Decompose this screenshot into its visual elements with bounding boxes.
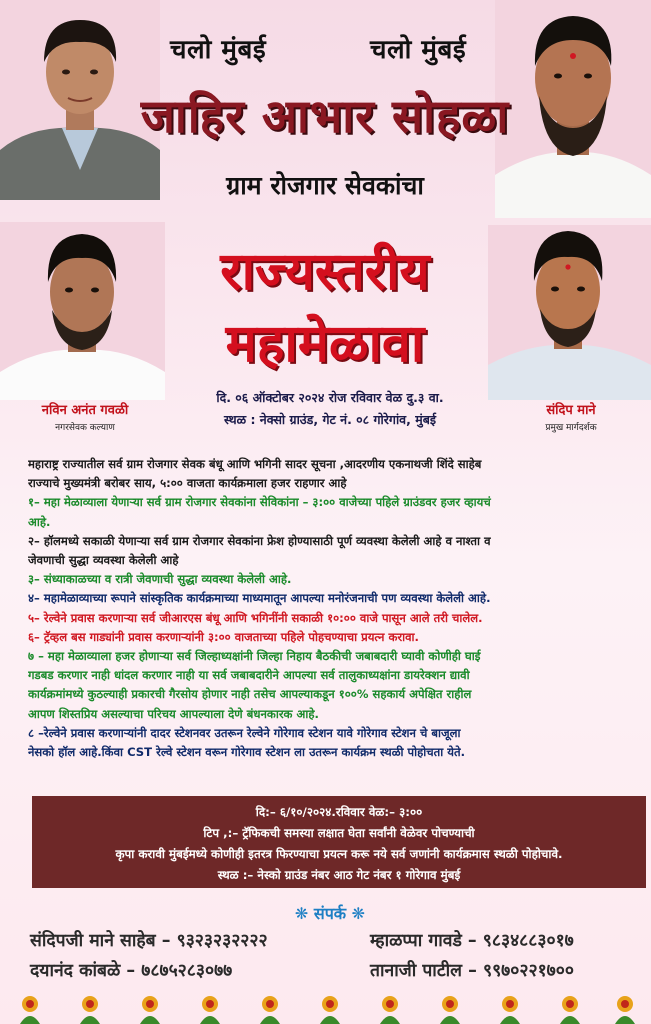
point-7c: कार्यक्रमांमध्ये कुठल्याही प्रकारची गैरसोय होणार नाही तसेच आपल्याकडून १००% सहकार्य अपेक्षित राहील xyxy=(28,687,472,702)
point-1b: आहे. xyxy=(28,514,51,529)
contact-4: तानाजी पाटील – ९९७०२२१७०० xyxy=(370,961,574,981)
contact-3: दयानंद कांबळे – ७८७५२८३०७७ xyxy=(30,961,233,981)
point-1a: १– महा मेळाव्याला येणाऱ्या सर्व ग्राम रोजगार सेवकांना सेविकांना – ३:०० वाजेच्या पहिले ग्राउंडवर हजर व्हायचं xyxy=(28,495,491,510)
point-6: ६– ट्रॅव्हल बस गाड्यांनी प्रवास करणाऱ्यांनी ३:०० वाजताच्या पहिले पोहचण्याचा प्रयत्न करावा. xyxy=(28,629,419,644)
main-title: जाहिर आभार सोहळा xyxy=(140,89,510,143)
point-7b: गडबड करणार नाही धांदल करणार नाही या सर्व जबाबदारीने आपल्या सर्व तालुकाध्यक्षांना डायरेक्शन द्यावी xyxy=(28,668,470,683)
portrait-mid-left xyxy=(0,222,165,400)
point-4: ४– महामेळाव्याच्या रूपाने सांस्कृतिक कार्यक्रमाच्या माध्यमातून आपल्या मनोरंजनाची पण व्यवस्था केलेली आहे. xyxy=(28,591,491,606)
point-8a: ८ –रेल्वेने प्रवास करणाऱ्यांनी दादर स्टेशनवर उतरून रेल्वेने गोरेगाव स्टेशन यावे गोरेगाव स्टेशन चे बाजूला xyxy=(28,725,461,740)
event-venue: स्थळ : नेक्सो ग्राउंड, गेट नं. ०८ गोरेगांव, मुंबई xyxy=(224,412,436,427)
contact-2: म्हाळप्पा गावडे – ९८३४८८३०१७ xyxy=(370,931,574,951)
point-2a: २– हॉलमध्ये सकाळी येणाऱ्या सर्व ग्राम रोजगार सेवकांना फ्रेश होण्यासाठी पूर्ण व्यवस्था केलेली आहे व नाश्ता व xyxy=(28,533,491,548)
event-date: दि. ०६ ऑक्टोबर २०२४ रोज रविवार वेळ दु.३ वा. xyxy=(216,390,444,405)
banner-line-1: दि:– ६/१०/२०२४.रविवार वेळ:– ३:०० xyxy=(255,805,423,819)
intro-line-2: राज्याचे मुख्यमंत्री बरोबर साय, ५:०० वाजता कार्यक्रमाला हजर राहणार आहे xyxy=(28,476,347,491)
event-info xyxy=(160,387,500,431)
person-left-name: नविन अनंत गवळी xyxy=(41,403,129,418)
point-7d: आपण शिस्तप्रिय असल्याचा परिचय आपल्याला देणे बंधनकारक आहे. xyxy=(28,706,319,721)
banner-line-2: टिप ,:– ट्रॅफिकची समस्या लक्षात घेता सर्वांनी वेळेवर पोचण्याची xyxy=(203,826,475,840)
point-5: ५– रेल्वेने प्रवास करणाऱ्या सर्व जीआरएस बंधू आणि भगिनींनी सकाळी १०:०० वाजे पासून आले तरी चालेल. xyxy=(28,610,483,625)
person-right-name: संदिप माने xyxy=(546,403,596,418)
contact-heading: ❋ संपर्क ❋ xyxy=(294,904,366,923)
chalo-mumbai-left: चलो मुंबई xyxy=(170,35,267,65)
portrait-mid-right xyxy=(488,225,651,400)
point-8b: नेसको हॉल आहे.किंवा CST रेल्वे स्टेशन वरून गोरेगाव स्टेशन ला उतरून कार्यक्रम स्थळी पोहोचता येते. xyxy=(28,745,466,760)
point-3: ३– संध्याकाळच्या व रात्री जेवणाची सुद्धा व्यवस्था केलेली आहे. xyxy=(28,572,292,587)
person-left-designation: नगरसेवक कल्याण xyxy=(55,423,115,433)
info-banner xyxy=(32,796,646,888)
big-title-line2: महामेळावा xyxy=(225,314,425,374)
intro-line-1: महाराष्ट्र राज्यातील सर्व ग्राम रोजगार सेवक बंधू आणि भगिनी सादर सूचना ,आदरणीय एकनाथजी शिंदे साहेब xyxy=(28,457,482,471)
person-photo-mid-right xyxy=(488,225,651,400)
chalo-mumbai-right: चलो मुंबई xyxy=(370,35,467,65)
point-2b: जेवणाची सुद्धा व्यवस्था केलेली आहे xyxy=(28,553,179,568)
contact-1: संदिपजी माने साहेब – ९३२३२३२२२२ xyxy=(30,931,268,951)
person-photo-mid-left xyxy=(0,222,165,400)
banner-line-4: स्थळ :– नेस्को ग्राउंड नंबर आठ गेट नंबर १ गोरेगाव मुंबई xyxy=(217,868,461,882)
person-right-designation: प्रमुख मार्गदर्शक xyxy=(545,423,597,433)
big-title-line1: राज्यस्तरीय xyxy=(220,242,430,302)
sub-title: ग्राम रोजगार सेवकांचा xyxy=(226,171,424,200)
flower-border xyxy=(0,988,651,1024)
banner-line-3: कृपा करावी मुंबईमध्ये कोणीही इतरत्र फिरण्याचा प्रयत्न करू नये सर्व जणांनी कार्यक्रमास स्थळी पोहोचावे. xyxy=(115,847,563,861)
point-7a: ७ – महा मेळाव्याला हजर होणाऱ्या सर्व जिल्हाध्यक्षांनी जिल्हा निहाय बैठकीची जबाबदारी घ्यावी कोणीही घाई xyxy=(28,649,481,664)
flower-row-icon xyxy=(20,996,635,1024)
notice-body xyxy=(28,455,628,762)
